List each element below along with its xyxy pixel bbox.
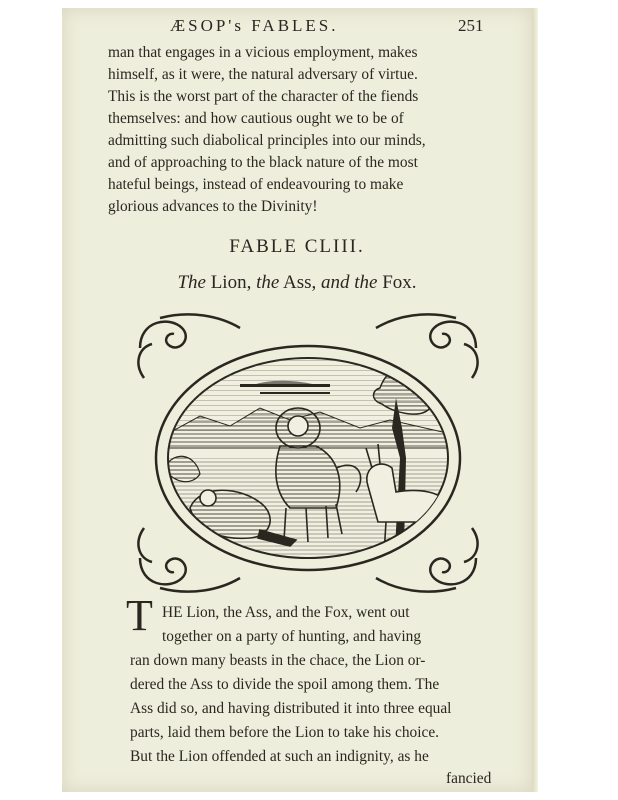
- text-line: glorious advances to the Divinity!: [108, 198, 318, 215]
- text-line: together on a party of hunting, and having: [162, 628, 422, 645]
- running-title: ÆSOP's FABLES.: [170, 16, 339, 35]
- text-line: ran down many beasts in the chace, the Lion or-: [130, 652, 426, 669]
- running-head: [62, 16, 532, 40]
- title-word: the: [256, 272, 280, 293]
- text-line: parts, laid them before the Lion to take his choice.: [130, 724, 439, 741]
- text-line: and of approaching to the black nature of the most: [108, 154, 418, 171]
- title-word: Fox.: [382, 272, 417, 293]
- title-word: and the: [321, 272, 378, 293]
- text-line: dered the Ass to divide the spoil among them. The: [130, 676, 440, 693]
- book-page: [62, 8, 532, 792]
- drop-cap: T: [126, 591, 153, 640]
- text-line: This is the worst part of the character of the fiends: [108, 88, 419, 105]
- title-word: The: [177, 272, 206, 293]
- text-line: themselves: and how cautious ought we to be of: [108, 110, 404, 127]
- text-line: HE Lion, the Ass, and the Fox, went out: [162, 604, 410, 621]
- fable-title: [62, 272, 532, 294]
- text-line: man that engages in a vicious employment, makes: [108, 44, 418, 61]
- text-line: hateful beings, instead of endeavouring to make: [108, 176, 404, 193]
- catchword: fancied: [446, 770, 492, 787]
- page-number: 251: [458, 16, 484, 35]
- title-word: Lion,: [210, 272, 252, 293]
- title-word: Ass,: [283, 272, 317, 293]
- text-line: But the Lion offended at such an indignity, as he: [130, 748, 429, 765]
- text-line: Ass did so, and having distributed it into three equal: [130, 700, 452, 717]
- text-line: himself, as it were, the natural adversary of virtue.: [108, 66, 418, 83]
- ornament-scroll-top-right: [376, 314, 478, 378]
- text-line: admitting such diabolical principles into our minds,: [108, 132, 426, 149]
- ornament-scroll-top-left: [138, 314, 240, 378]
- woodcut-illustration: [130, 308, 486, 598]
- page-edge: [532, 8, 538, 792]
- fable-heading: FABLE CLIII.: [229, 236, 365, 257]
